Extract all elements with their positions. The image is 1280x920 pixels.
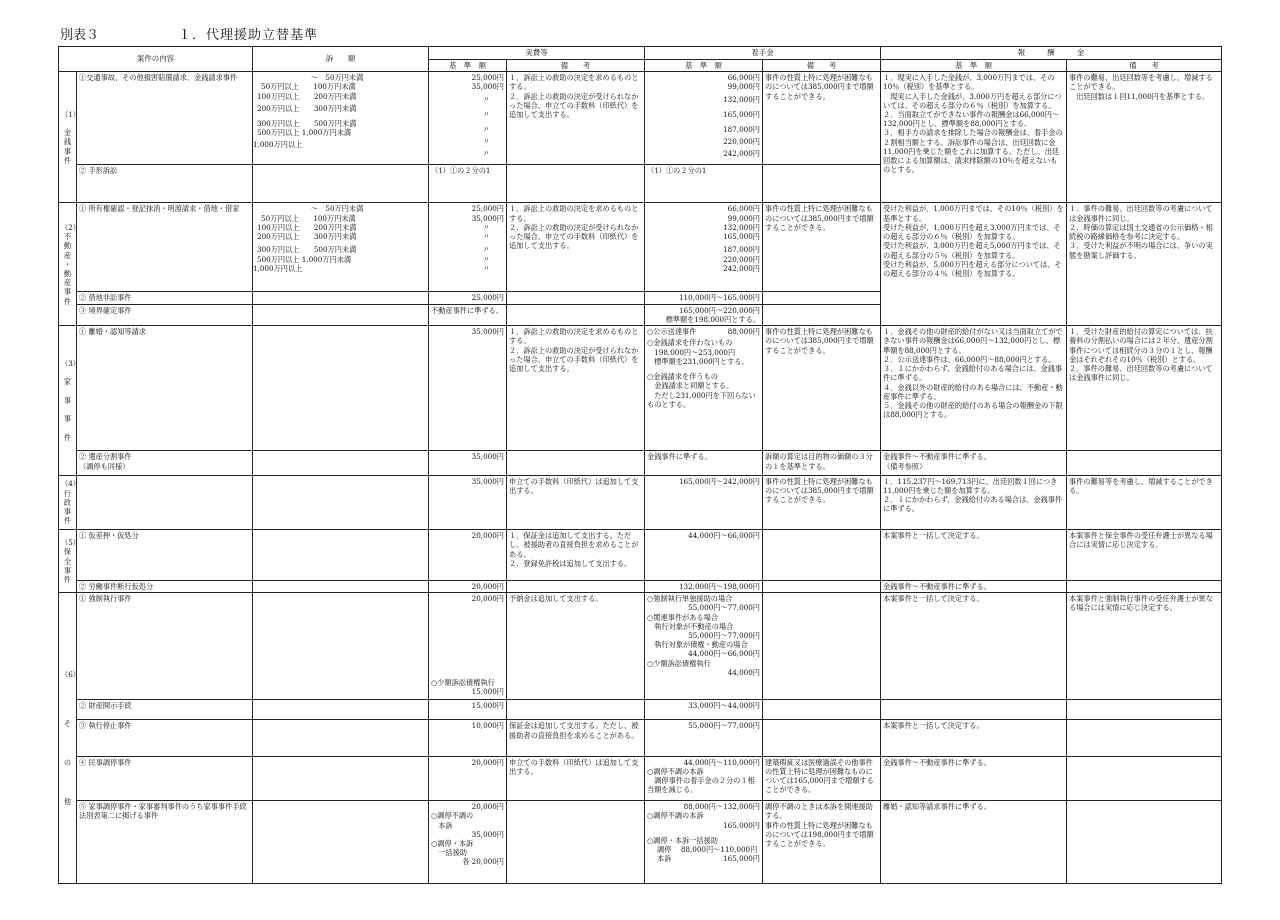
- reward-standard: １．115,237円～169,713円に、出廷回数１回につき11,000円を乗じた額を加算する。 ２．１にかかわらず、金銭給付のある場合は、金銭事件に準ずる。: [881, 475, 1067, 530]
- case-name: ④ 民事調停事件: [77, 756, 253, 800]
- table-row: [59, 475, 1222, 530]
- retainer-remarks: 事件の性質上特に処理が困難なものについては385,000円まで増額することができる。: [763, 72, 881, 165]
- section-label-other: （6） そ の 他: [59, 593, 77, 884]
- case-name: ① 強制執行事件: [77, 593, 253, 700]
- retainer-amount: 110,000円～165,000円: [645, 292, 763, 304]
- case-name: ② 手形訴訟: [77, 165, 253, 203]
- actual-remarks: 申立ての手数料（印紙代）は追加して支出する。: [507, 475, 645, 530]
- case-name: ② 労働事件断行仮処分: [77, 580, 253, 592]
- retainer-details: ○強制執行単独援助の場合 55,000円～77,000円 ○関連事件がある場合 執行対象が不動産の場合 55,000円～77,000円 執行対象が債権・動産の場合 44,000円～66,000円 ○少額訴訟債権執行 44,000円: [645, 593, 763, 700]
- table-row: [59, 700, 1222, 720]
- section-label-preservation: （5） 保 全 事 件: [59, 530, 77, 593]
- actual-amount: 25,000円: [429, 292, 507, 304]
- table-row: [59, 756, 1222, 800]
- reward-standard: 金銭事件～不動産事件に準ずる。: [881, 580, 1067, 592]
- case-name: ①交通事故、その他損害賠償請求、金銭請求事件: [77, 72, 253, 165]
- retainer-remarks: 調停不調のときは本訴を開連援助する。 事件の性質上特に処理が困難なものについては198,000円まで増額することができる。: [763, 801, 881, 884]
- retainer-amount: （1）①の２分の1: [645, 165, 763, 203]
- actual-amount: 35,000円: [429, 451, 507, 475]
- amount-ranges: ～ 50万円未満 50万円以上 100万円未満 100万円以上 200万円未満 200万円以上 300万円未満 300万円以上 500万円未満 500万円以上 1,000万円未満 1,000万円以上: [253, 72, 429, 165]
- reward-remarks: １．事件の難易、出廷回数等の考慮については金銭事件に同じ。 ２．時価の算定は国土交通省の公示価格・相続税の路線価格を参考に決定する。 ３．受けた利益が不明の場合には、争いの実態を勘案し評価する。: [1067, 203, 1222, 326]
- retainer-remarks: 事件の性質上特に処理が困難なものについては385,000円まで増額することができる。: [763, 326, 881, 451]
- actual-amount: 15,000円: [429, 700, 507, 720]
- retainer-amount: 165,000円～220,000円 標準額を198,000円とする。: [645, 304, 763, 326]
- header-case-content: 案件の内容: [59, 47, 253, 72]
- standards-table: [58, 46, 1222, 884]
- table-row: [59, 720, 1222, 756]
- header-retainer-standard: 基 準 額: [645, 59, 763, 72]
- case-name: ① 仮差押・仮処分: [77, 530, 253, 580]
- retainer-remarks: 事件の性質上特に処理が困難なものについては385,000円まで増額することができる。: [763, 475, 881, 530]
- actual-remarks: １．訴訟上の救助の決定を求めるものとする。 ２．訴訟上の救助の決定が受けられなかった場合、申立ての手数料（印紙代）を追加して支出する。: [507, 72, 645, 165]
- retainer-amount: 33,000円～44,000円: [645, 700, 763, 720]
- table-row: [59, 580, 1222, 592]
- retainer-amount: 165,000円～242,000円: [645, 475, 763, 530]
- table-row: [59, 72, 1222, 165]
- retainer-remarks: 事件の性質上特に処理が困難なものについては385,000円まで増額することができる。: [763, 203, 881, 292]
- section-label-administrative: （4） 行 政 事 件: [59, 475, 77, 530]
- retainer-amount: 55,000円～77,000円: [645, 720, 763, 756]
- actual-remarks: １．保証金は追加して支出する。ただし、被援助者の直接負担を求めることがある。 ２．登録免許税は追加して支出する。: [507, 530, 645, 580]
- reward-standard: １．金銭その他の財産的給付がない又は当面取立てができない事件の報酬金は66,000円～132,000円とし、標準額を88,000円とする。 ２．公示送達事件は、66,000円～88,000円とする。 ３．１にかかわらず、金銭給付のある場合には、金銭事件に準ずる。 ４．金銭以外の財産的給付のある場合には、不動産・動産事件に準ずる。 ５．金銭その他の財産的給付のある場合の報酬金の下限は88,000円とする。: [881, 326, 1067, 451]
- retainer-remarks: 建築瑕疵又は医療過誤その他事件の性質上特に処理が困難なものについては165,000円まで増額することができる。: [763, 756, 881, 800]
- header-amount: 訴 額: [253, 47, 429, 72]
- header-reward-standard: 基 準 額: [881, 59, 1067, 72]
- reward-remarks: 本案事件と強制執行事件の受任弁護士が異なる場合には実情に応じ決定する。: [1067, 593, 1222, 700]
- case-name: ③ 執行停止事件: [77, 720, 253, 756]
- actual-amount: 20,000円: [429, 756, 507, 800]
- header-reward: 報 酬 金: [881, 47, 1222, 60]
- table-number: 別表３: [60, 28, 100, 43]
- actual-details: 20,000円 ○少額訴訟債権執行 15,000円: [429, 593, 507, 700]
- actual-remarks: １．訴訟上の救助の決定を求めるものとする。 ２．訴訟上の救助の決定が受けられなかった場合、申立ての手数料（印紙代）を追加して支出する。: [507, 326, 645, 451]
- reward-standard: 本案事件と一括して決定する。: [881, 593, 1067, 700]
- reward-standard: 本案事件と一括して決定する。: [881, 530, 1067, 580]
- retainer-details: 44,000円～110,000円 ○調停不調の本訴 調停事件の着手金の２分の１相当額を減じる。: [645, 756, 763, 800]
- reward-remarks: １．受けた財産的給付の算定については、扶養料の分割払いの場合には２年分、遺産分割事件については相続分の３分の１とし、報酬金はそれぞれその10％（税別）とする。 ２．事件の難易、出廷回数等の考慮については金銭事件に同じ。: [1067, 326, 1222, 451]
- actual-amount: 10,000円: [429, 720, 507, 756]
- reward-standard: 受けた利益が、1,000万円までは、その10％（税別）を基準とする。 受けた利益が、1,000万円を超え3,000万円までは、その超える部分の６％（税別）を加算する。 受けた利益が、3,000万円を超え5,000万円までは、その超える部分の５％（税別）を加算する。 受けた利益が、5,000万円を超える部分については、その超える部分の４％（税別）を加算する。: [881, 203, 1067, 326]
- section-label-real-estate: （2） 不 動 産 ・ 動 産 事 件: [59, 203, 77, 326]
- retainer-amounts: 66,000円 99,000円 132,000円 165,000円 187,000円 220,000円 242,000円: [645, 203, 763, 292]
- case-name: ③ 境界確定事件: [77, 304, 253, 326]
- reward-remarks: 事件の難易等を考慮し、増減することができる。: [1067, 475, 1222, 530]
- actual-amounts: 25,000円 35,000円 〃 〃 〃 〃 〃: [429, 72, 507, 165]
- actual-amount: 35,000円: [429, 326, 507, 451]
- retainer-details: 88,000円～132,000円 ○調停不調の本訴 165,000円 ○調停・本訴一括援助 調停 88,000円～110,000円 本訴 165,000円: [645, 801, 763, 884]
- case-name: ① 所有権確認・登記抹消・明渡請求・借地・借家: [77, 203, 253, 292]
- header-retainer-remarks: 備 考: [763, 59, 881, 72]
- header-actual-standard: 基 準 額: [429, 59, 507, 72]
- reward-remarks: 事件の難易、出廷回数等を考慮し、増減することができる。 出廷回数は１回11,000円を基準とする。: [1067, 72, 1222, 203]
- section-label-family: （3） 家 事 事 件: [59, 326, 77, 475]
- reward-standard: 金銭事件～不動産事件に準ずる。 （備考参照）: [881, 451, 1067, 475]
- retainer-remarks: 訴額の算定は目的物の価額の３分の１を基準とする。: [763, 451, 881, 475]
- case-name: ② 財産開示手続: [77, 700, 253, 720]
- actual-details: 20,000円 ○調停不調の 本訴 35,000円 ○調停・本訴 一括援助 各 20,000円: [429, 801, 507, 884]
- case-name: ⑤ 家事調停事件・家事審判事件のうち家事事件手続法別表第二に掲げる事件: [77, 801, 253, 884]
- section-label-monetary: （1） 金 銭 事 件: [59, 72, 77, 203]
- actual-remarks: 予納金は追加して支出する。: [507, 593, 645, 700]
- retainer-amount: 132,000円～198,000円: [645, 580, 763, 592]
- table-row: [59, 530, 1222, 580]
- table-row: [59, 326, 1222, 451]
- table-row: [59, 451, 1222, 475]
- document-title: １．代理援助立替基準: [178, 28, 319, 43]
- actual-amount: （1）①の２分の1: [429, 165, 507, 203]
- case-name: ② 遺産分割事件 （調停も同様）: [77, 451, 253, 475]
- header-actual-remarks: 備 考: [507, 59, 645, 72]
- reward-standard: １．現実に入手した金銭が、3,000万円までは、その10％（税別）を基準とする。 現実に入手した金銭が、3,000万円を超える部分については、その超える部分の６％（税別）を加算する。 ２．当面取立てができない事件の報酬金は66,000円～132,000円とし、標準額を88,000円とする。 ３．相手方の請求を排除した場合の報酬金は、着手金の２割相当額とする。訴訟事件の場合は、出廷回数に金11,000円を乗じた額をこれに加算する。ただし、出廷回数による加算額は、請求排除額の10％を超えないものとする。: [881, 72, 1067, 203]
- header-actual-expenses: 実費等: [429, 47, 645, 60]
- actual-remarks: 保証金は追加して支出する。ただし、被援助者の直接負担を求めることがある。: [507, 720, 645, 756]
- reward-remarks: 本案事件と保全事件の受任弁護士が異なる場合には実情に応じ決定する。: [1067, 530, 1222, 580]
- actual-amount: 35,000円: [429, 475, 507, 530]
- case-name: ② 借地非訟事件: [77, 292, 253, 304]
- actual-remarks: 申立ての手数料（印紙代）は追加して支出する。: [507, 756, 645, 800]
- header-retainer: 着手金: [645, 47, 881, 60]
- reward-standard: 本案事件と一括して決定する。: [881, 720, 1067, 756]
- table-row: [59, 801, 1222, 884]
- retainer-amount: 金銭事件に準ずる。: [645, 451, 763, 475]
- reward-standard: 金銭事件～不動産事件に準ずる。: [881, 756, 1067, 800]
- actual-remarks: １．訴訟上の救助の決定を求めるものとする。 ２．訴訟上の救助の決定が受けられなかった場合、申立ての手数料（印紙代）を追加して支出する。: [507, 203, 645, 292]
- actual-amounts: 25,000円 35,000円 〃 〃 〃 〃 〃: [429, 203, 507, 292]
- amount-ranges: ～ 50万円未満 50万円以上 100万円未満 100万円以上 200万円未満 200万円以上 300万円未満 300万円以上 500万円未満 500万円以上 1,000万円未満 1,000万円以上: [253, 203, 429, 292]
- table-row: [59, 593, 1222, 700]
- header-reward-remarks: 備 考: [1067, 59, 1222, 72]
- case-name: ① 離婚・認知等請求: [77, 326, 253, 451]
- retainer-amount: 44,000円～66,000円: [645, 530, 763, 580]
- retainer-amounts: 66,000円 99,000円 132,000円 165,000円 187,000円 220,000円 242,000円: [645, 72, 763, 165]
- actual-amount: 20,000円: [429, 580, 507, 592]
- actual-amount: 不動産事件に準ずる。: [429, 304, 507, 326]
- table-row: [59, 203, 1222, 292]
- reward-standard: 離婚・認知等請求事件に準ずる。: [881, 801, 1067, 884]
- retainer-details: ○公示送達事件 88,000円 ○金銭請求を伴わないもの 198,000円～253,000円 標準額を231,000円とする。 ○金銭請求を伴うもの 金銭請求と同額とする。 ただし231,000円を下回らないものとする。: [645, 326, 763, 451]
- actual-amount: 20,000円: [429, 530, 507, 580]
